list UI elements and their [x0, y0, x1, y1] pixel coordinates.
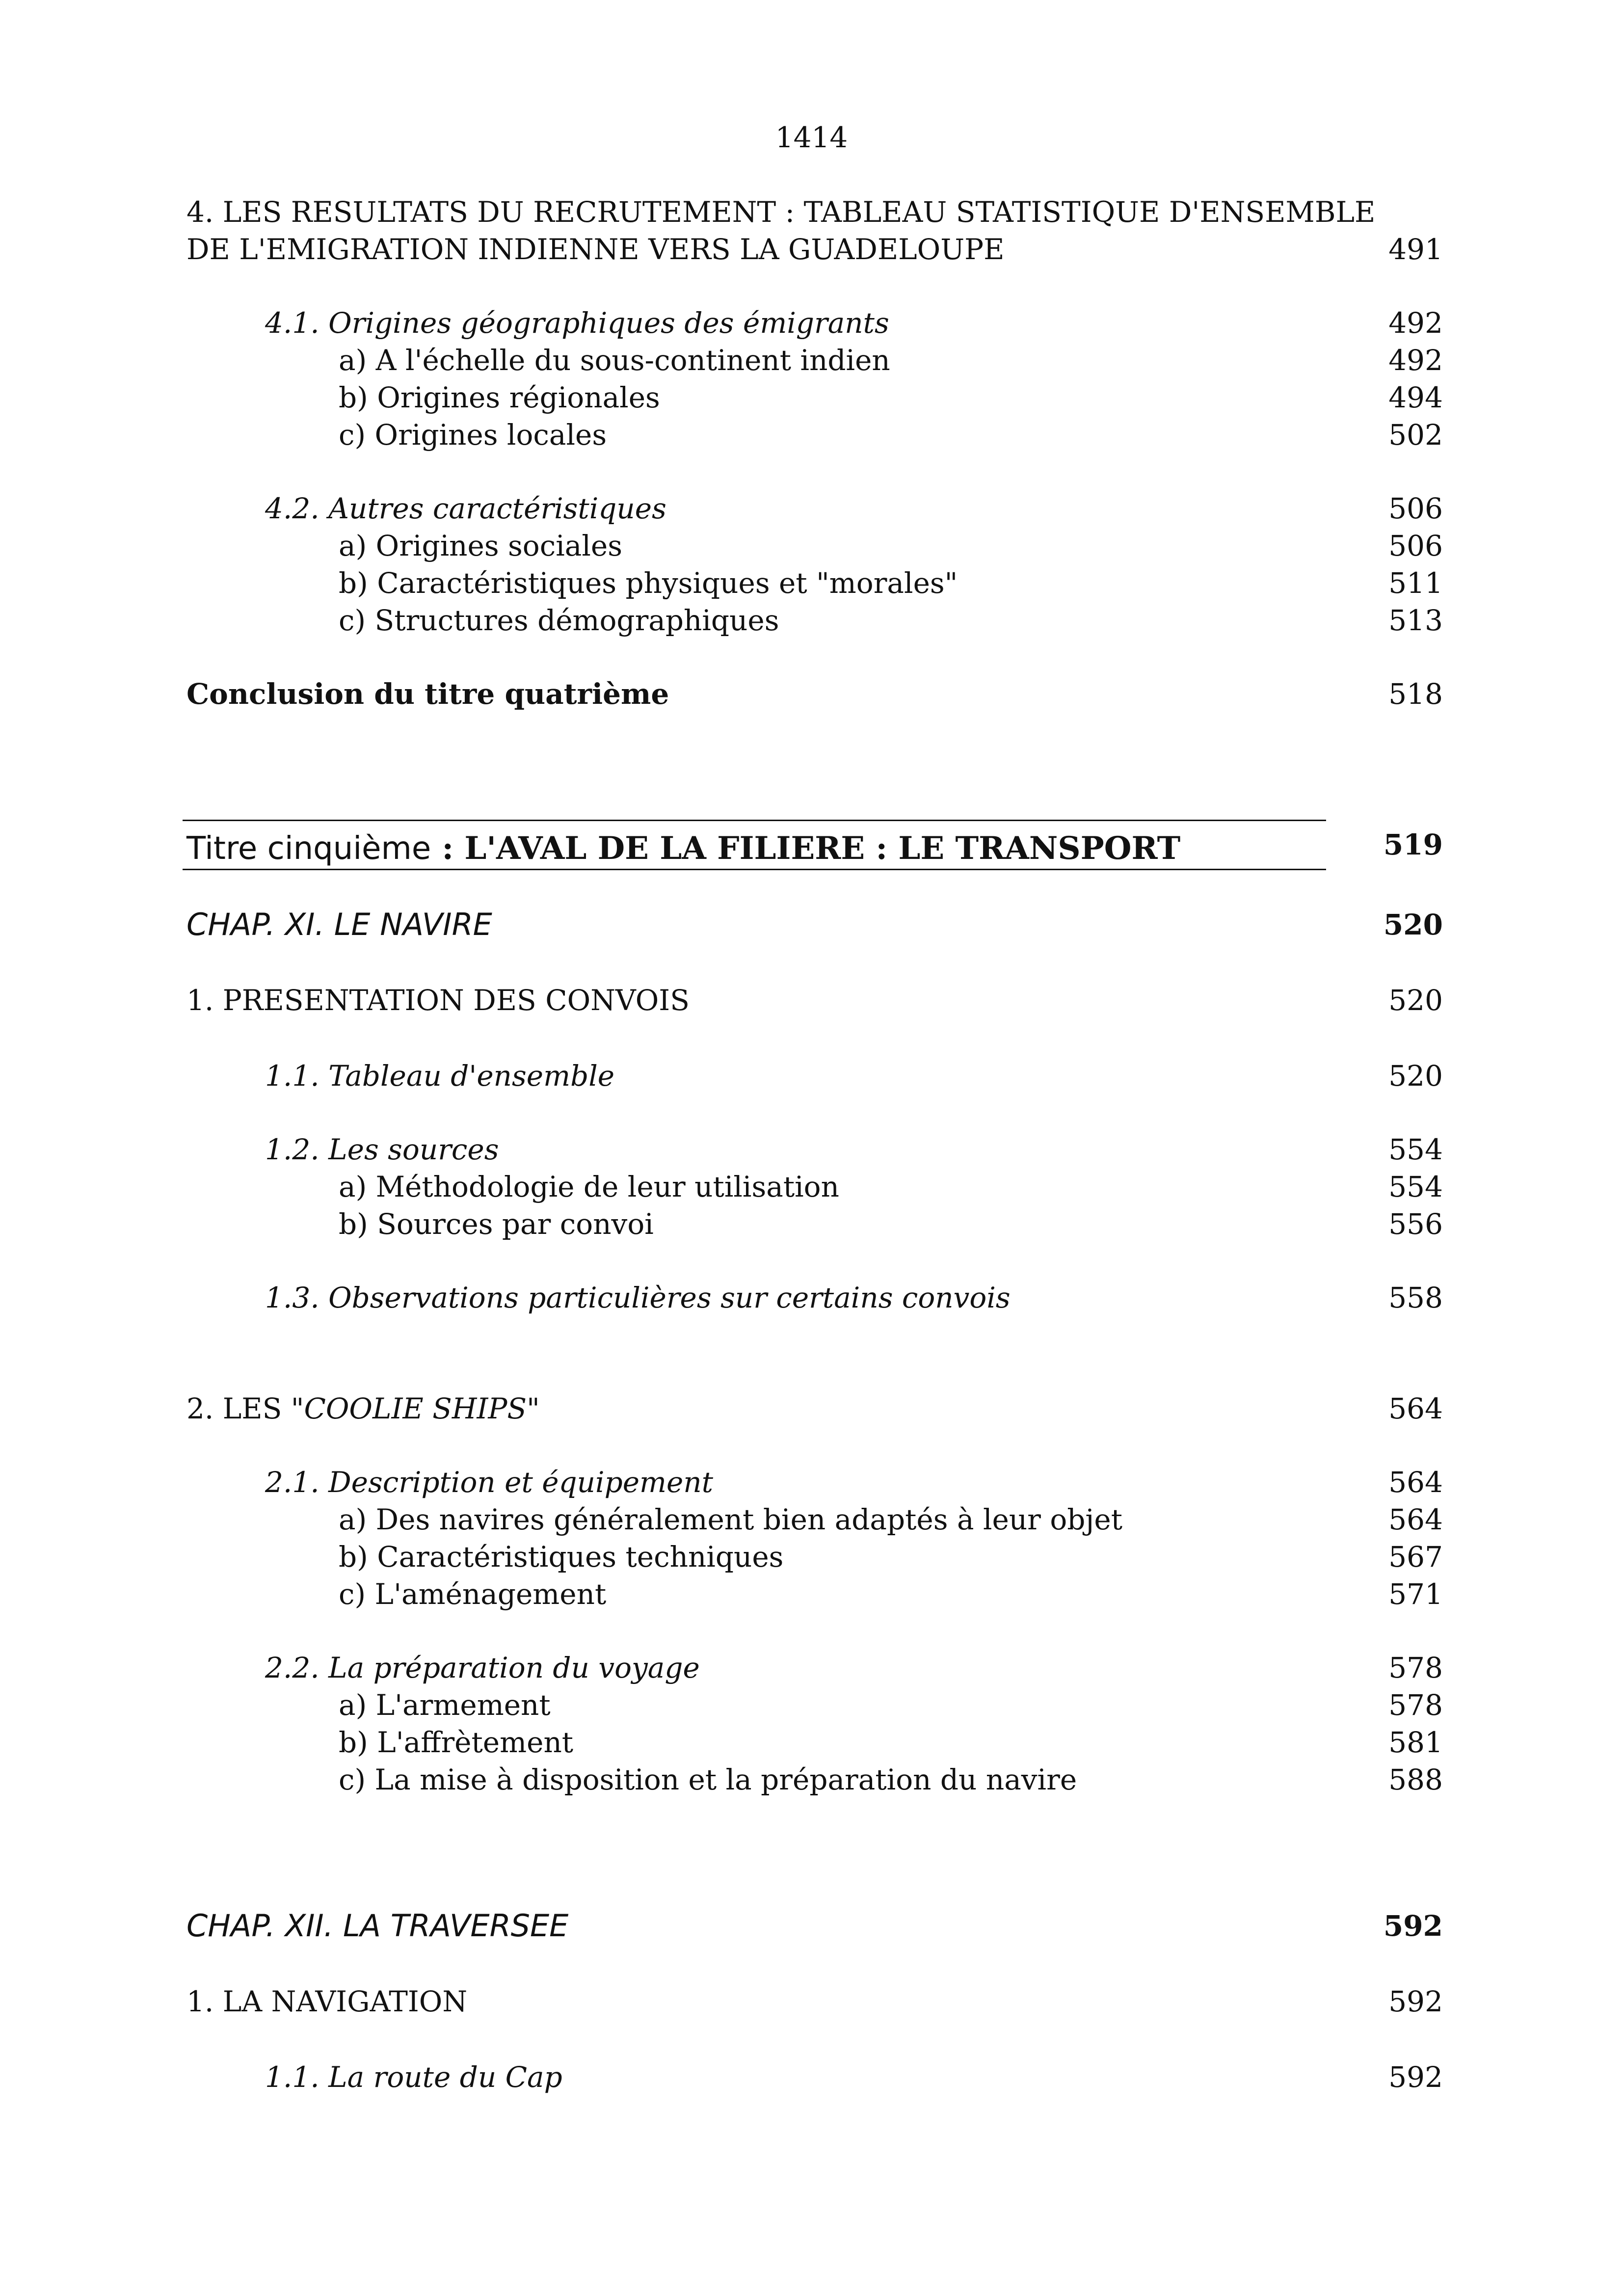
toc-item[interactable]	[186, 601, 1443, 640]
toc-item[interactable]	[186, 341, 1443, 380]
toc-page: 581	[1388, 1726, 1443, 1759]
toc-label: b) L'affrètement	[339, 1726, 574, 1759]
titre-prefix: Titre cinquième	[186, 830, 431, 867]
toc-label: 1.1. La route du Cap	[265, 2060, 562, 2094]
toc-page: 592	[1388, 2060, 1443, 2094]
toc-label: b) Caractéristiques techniques	[339, 1540, 784, 1574]
toc-item[interactable]	[186, 563, 1443, 603]
toc-section-1-1[interactable]	[186, 1056, 1443, 1095]
toc-item[interactable]	[186, 1537, 1443, 1576]
toc-page: 571	[1388, 1577, 1443, 1611]
toc-label: DE L'EMIGRATION INDIENNE VERS LA GUADELOUPE	[186, 233, 1005, 266]
toc-page: 502	[1388, 418, 1443, 452]
toc-page: 491	[1388, 233, 1443, 266]
toc-item[interactable]	[186, 1723, 1443, 1762]
toc-page: 519	[1383, 828, 1443, 861]
toc-item[interactable]	[186, 1167, 1443, 1206]
toc-page: 592	[1388, 1985, 1443, 2018]
toc-page: 518	[1388, 677, 1443, 711]
toc-page: 506	[1388, 492, 1443, 525]
coolie-ships-italic: COOLIE SHIPS	[304, 1392, 527, 1425]
toc-page: 520	[1388, 984, 1443, 1017]
toc-section-1-3[interactable]	[186, 1278, 1443, 1317]
toc-section-1[interactable]	[186, 981, 1443, 1020]
toc-section-1-2[interactable]	[186, 1130, 1443, 1169]
toc-page: 520	[1388, 1059, 1443, 1093]
toc-label: 1.1. Tableau d'ensemble	[265, 1059, 615, 1093]
toc-label: c) Structures démographiques	[339, 604, 779, 637]
toc-label: b) Origines régionales	[339, 381, 660, 414]
toc-section-4-heading-line1[interactable]	[186, 192, 1443, 232]
toc-label: a) Des navires généralement bien adaptés à leur objet	[339, 1503, 1123, 1536]
toc-label: 4.1. Origines géographiques des émigrants	[265, 306, 889, 340]
toc-page: 492	[1388, 344, 1443, 377]
toc-label: a) Origines sociales	[339, 529, 622, 562]
toc-item[interactable]	[186, 1685, 1443, 1725]
toc-label: 2.1. Description et équipement	[265, 1466, 714, 1499]
toc-item[interactable]	[186, 378, 1443, 417]
toc-item[interactable]	[186, 1204, 1443, 1244]
toc-label: b) Caractéristiques physiques et "morales"	[339, 566, 958, 600]
toc-conclusion[interactable]	[186, 674, 1443, 714]
toc-page: 567	[1388, 1540, 1443, 1574]
toc-label	[186, 1389, 540, 1428]
toc-section-2-1[interactable]	[186, 1463, 1443, 1502]
toc-page: 494	[1388, 381, 1443, 414]
toc-label: a) Méthodologie de leur utilisation	[339, 1170, 839, 1203]
toc-label: c) L'aménagement	[339, 1577, 607, 1611]
toc-page: 492	[1388, 306, 1443, 340]
toc-label: a) A l'échelle du sous-continent indien	[339, 344, 890, 377]
toc-page: 578	[1388, 1651, 1443, 1684]
toc-label: 1.3. Observations particulières sur certains convois	[265, 1281, 1011, 1314]
coolie-suffix: "	[527, 1392, 540, 1425]
toc-label: b) Sources par convoi	[339, 1207, 654, 1241]
toc-page: 578	[1388, 1688, 1443, 1722]
toc-page: 564	[1388, 1503, 1443, 1536]
toc-section-2-2[interactable]	[186, 1648, 1443, 1687]
toc-section-4-2[interactable]	[186, 489, 1443, 528]
coolie-prefix: 2. LES "	[186, 1392, 304, 1425]
toc-label: 1. PRESENTATION DES CONVOIS	[186, 984, 690, 1017]
toc-item[interactable]	[186, 415, 1443, 454]
toc-label: 4.2. Autres caractéristiques	[265, 492, 666, 525]
toc-label: Conclusion du titre quatrième	[186, 677, 669, 711]
toc-page: 592	[1383, 1909, 1443, 1943]
toc-label: c) La mise à disposition et la préparation du navire	[339, 1763, 1077, 1796]
title-rule-top	[183, 820, 1326, 821]
toc-label: a) L'armement	[339, 1688, 551, 1722]
toc-label: c) Origines locales	[339, 418, 607, 452]
toc-item[interactable]	[186, 1760, 1443, 1799]
toc-item[interactable]	[186, 1575, 1443, 1614]
toc-page: 520	[1383, 908, 1443, 941]
toc-page: 564	[1388, 1466, 1443, 1499]
toc-label: 1. LA NAVIGATION	[186, 1985, 468, 2018]
title-rule-bottom	[183, 869, 1326, 870]
toc-page: 554	[1388, 1170, 1443, 1203]
toc-section-1[interactable]	[186, 1982, 1443, 2021]
toc-page: 558	[1388, 1281, 1443, 1314]
toc-item[interactable]	[186, 1500, 1443, 1539]
toc-titre-cinquieme[interactable]	[186, 827, 1443, 871]
titre-title: : L'AVAL DE LA FILIERE : LE TRANSPORT	[431, 830, 1181, 867]
toc-chapter-12[interactable]	[186, 1906, 1443, 1946]
toc-page: 588	[1388, 1763, 1443, 1796]
toc-page: 564	[1388, 1392, 1443, 1425]
toc-section-2[interactable]	[186, 1389, 1443, 1428]
toc-label: 1.2. Les sources	[265, 1133, 499, 1166]
toc-chapter-11[interactable]	[186, 905, 1443, 944]
toc-page: 511	[1388, 566, 1443, 600]
toc-page: 554	[1388, 1133, 1443, 1166]
toc-section-4-heading-line2[interactable]	[186, 230, 1443, 269]
toc-label: CHAP. XII. LA TRAVERSEE	[186, 1908, 569, 1944]
toc-label: 4. LES RESULTATS DU RECRUTEMENT : TABLEAU STATISTIQUE D'ENSEMBLE	[186, 195, 1376, 229]
toc-item[interactable]	[186, 526, 1443, 565]
page-number: 1414	[775, 121, 848, 154]
toc-page: 506	[1388, 529, 1443, 562]
toc-label: CHAP. XI. LE NAVIRE	[186, 907, 492, 942]
toc-section-1-1[interactable]	[186, 2057, 1443, 2097]
toc-label: 2.2. La préparation du voyage	[265, 1651, 700, 1684]
toc-page: 513	[1388, 604, 1443, 637]
toc-page: 556	[1388, 1207, 1443, 1241]
toc-section-4-1[interactable]	[186, 303, 1443, 343]
